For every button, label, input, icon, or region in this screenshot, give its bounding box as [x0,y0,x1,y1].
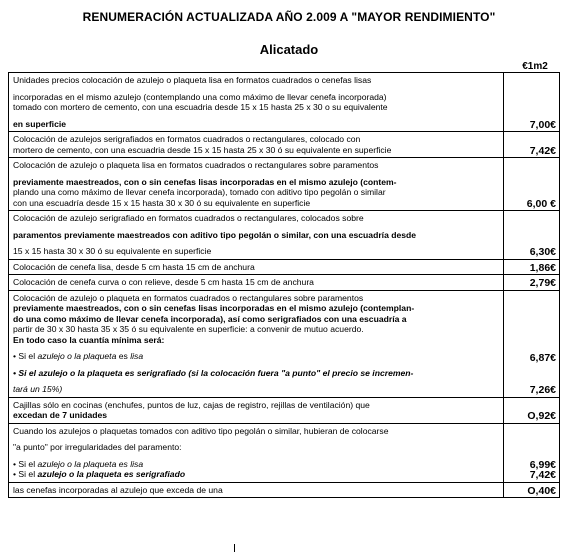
description-cell [9,275,504,291]
description-text [13,469,499,480]
description-text: previamente maestreados, con o sin cenefas lisas incorporadas en el mismo azulejo (contemplan- [13,303,415,313]
table-row [9,482,560,498]
description-cell [9,423,504,482]
description-text: mortero de cemento, con una escuadria desde 15 x 15 hasta 25 x 30 ó su equivalente en superficie [13,144,392,155]
description-cell [9,482,504,498]
description-text: "a punto" por irregularidades del paramento: [13,442,182,452]
description-text: Unidades precios colocación de azulejo o plaqueta lisa en formatos cuadrados o cenefas lisas [13,75,372,85]
bullet-text: • Si el [13,458,38,469]
description-cell [9,397,504,423]
description-text: Cuando los azulejos o plaquetas tomados con aditivo tipo pegolán o similar, hubieran de colocarse [13,425,389,436]
description-cell [9,132,504,158]
table-row [9,290,560,397]
price-cell: 2,79€ [504,275,560,291]
table-row [9,423,560,482]
description-text: Colocación de azulejo serigrafiado en formatos cuadrados o rectangulares, colocados sobre [13,213,364,223]
price-value: 7,42€ [529,469,556,481]
description-text: Colocación de cenefa lisa, desde 5 cm hasta 15 cm de anchura [13,261,255,272]
table-row [9,397,560,423]
description-text: con una escuadría desde 15 x 15 hasta 30 x 30 ó su equivalente en superficie [13,197,311,208]
price-cell: 6,00 € [504,158,560,211]
description-text: En todo caso la cuantía mínima será: [13,334,165,345]
bullet-text-emphasis: lisa [130,351,144,361]
description-text: partir de 30 x 30 hasta 35 x 35 ó su equivalente en superficie: a convenir de mutuo acuerdo. [13,324,364,334]
price-cell [504,423,560,482]
description-text: Colocación de cenefa curva o con relieve, desde 5 cm hasta 15 cm de anchura [13,277,314,287]
description-cell [9,158,504,211]
description-text: Colocación de azulejos serigrafiados en formatos cuadrados o rectangulares, colocado con [13,134,361,144]
bullet-text: • Si el [13,351,38,361]
description-text: Colocación de azulejo o plaqueta lisa en formatos cuadrados o rectangulares sobre paramentos [13,160,379,170]
description-text: incorporadas en el mismo azulejo (contemplando una como máximo de llevar cenefa incorporada) [13,91,387,102]
price-cell: 7,00€ [504,73,560,132]
document-title: RENUMERACIÓN ACTUALIZADA AÑO 2.009 A "MAYOR RENDIMIENTO" [82,10,496,24]
price-value: 6,87€ [529,351,556,364]
price-cell: 6,30€ [504,211,560,260]
bullet-text: • Si el [13,469,38,479]
unit-header: €1m2 [522,61,548,72]
description-cell [9,259,504,275]
description-text: previamente maestreados, con o sin cenefas lisas incorporadas en el mismo azulejo (contem- [13,176,397,187]
price-cell [504,290,560,397]
table-row [9,158,560,211]
description-text: en superficie [13,118,67,129]
section-title: Alicatado [259,42,319,57]
description-text [13,351,499,362]
description-text: paramentos previamente maestreados con aditivo tipo pegolán o similar, con una escuadría desde [13,229,417,240]
table-row [9,132,560,158]
description-text: las cenefas incorporadas al azulejo que exceda de una [13,484,223,495]
price-value: 6,99€ [529,458,556,471]
price-cell: O,40€ [504,482,560,498]
description-text: 15 x 15 hasta 30 x 30 ó su equivalente en superficie [13,246,212,256]
description-text: Cajillas sólo en cocinas (enchufes, puntos de luz, cajas de registro, rejillas de ventilación) que [13,399,370,410]
bullet-text-emphasis: azulejo o la plaqueta es serigrafiado [37,469,186,479]
bullet-text-emphasis: azulejo o la plaqueta [37,351,117,361]
bullet-text-emphasis: azulejo o la plaqueta es lisa [37,458,144,469]
description-cell [9,73,504,132]
description-text [13,459,499,470]
description-text: plando una como máximo de llevar cenefa incorporada), tomado con aditivo tipo pegolán o similar [13,187,386,197]
description-text: excedan de 7 unidades [13,410,108,420]
price-cell: 1,86€ [504,259,560,275]
description-text: • Si el azulejo o la plaqueta es serigrafiado (si la colocación fuera "a punto" el precio se incremen- [13,367,414,378]
price-value: 7,26€ [529,384,556,396]
description-text: tará un 15%) [13,384,63,394]
price-table [8,72,560,498]
price-cell: O,92€ [504,397,560,423]
description-cell [9,211,504,260]
description-cell [9,290,504,397]
text-cursor-mark [234,544,235,552]
table-row [9,73,560,132]
price-cell: 7,42€ [504,132,560,158]
bullet-text: es [116,351,131,361]
description-text: tomado con mortero de cemento, con una escuadria desde 15 x 15 hasta 25 x 30 o su equivalente [13,102,388,112]
table-row [9,259,560,275]
table-row [9,211,560,260]
description-text: Colocación de azulejo o plaqueta en formatos cuadrados o rectangulares sobre paramentos [13,292,364,303]
description-text: do una como máximo de llevar cenefa incorporada), así como serigrafiados con una escuadría a [13,313,407,324]
table-row [9,275,560,291]
